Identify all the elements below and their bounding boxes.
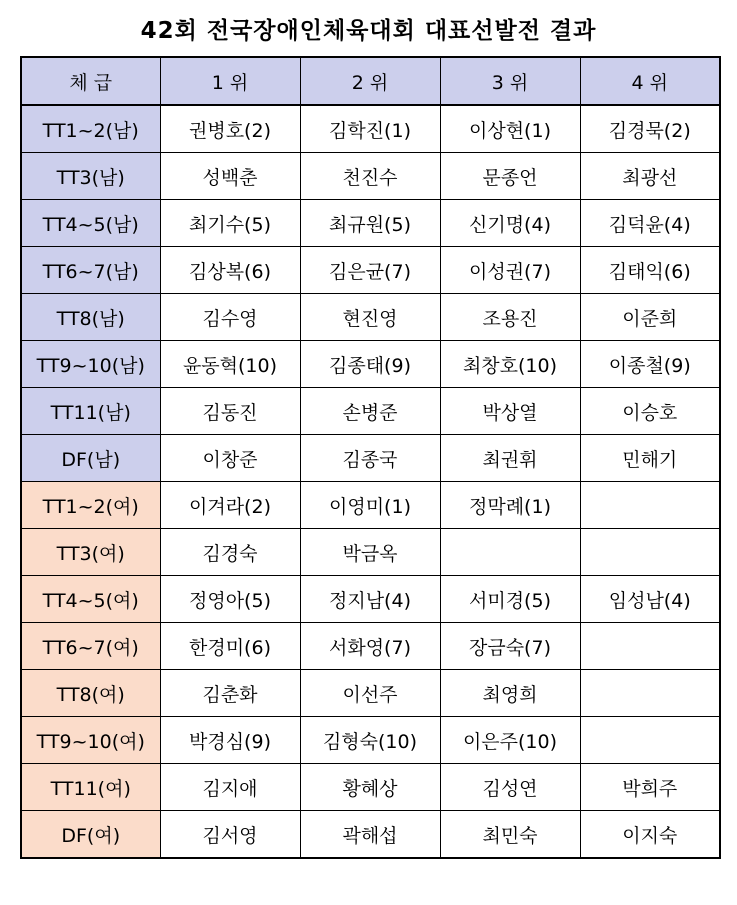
class-cell: TT3(여) (21, 529, 160, 576)
rank-2-cell: 서화영(7) (300, 623, 440, 670)
rank-1-cell: 김지애 (160, 764, 300, 811)
rank-1-cell: 윤동혁(10) (160, 341, 300, 388)
rank-2-cell: 김학진(1) (300, 105, 440, 153)
rank-3-cell: 박상열 (440, 388, 580, 435)
rank-2-cell: 현진영 (300, 294, 440, 341)
rank-1-cell: 김동진 (160, 388, 300, 435)
rank-4-cell: 최광선 (580, 153, 720, 200)
table-row (21, 764, 720, 811)
rank-3-cell: 조용진 (440, 294, 580, 341)
rank-4-cell: 민해기 (580, 435, 720, 482)
class-cell: TT4~5(여) (21, 576, 160, 623)
rank-1-cell: 김수영 (160, 294, 300, 341)
rank-3-cell: 장금숙(7) (440, 623, 580, 670)
table-row (21, 670, 720, 717)
table-row (21, 717, 720, 764)
header-row (21, 57, 720, 105)
rank-4-cell (580, 529, 720, 576)
table-row (21, 294, 720, 341)
rank-4-cell: 이승호 (580, 388, 720, 435)
rank-3-cell: 신기명(4) (440, 200, 580, 247)
rank-4-cell: 김태익(6) (580, 247, 720, 294)
table-row (21, 811, 720, 859)
rank-4-cell: 김덕윤(4) (580, 200, 720, 247)
rank-2-cell: 박금옥 (300, 529, 440, 576)
header-rank-2: 2 위 (300, 57, 440, 105)
rank-3-cell: 최민숙 (440, 811, 580, 859)
page-title: 42회 전국장애인체육대회 대표선발전 결과 (140, 18, 597, 44)
rank-2-cell: 이영미(1) (300, 482, 440, 529)
rank-2-cell: 최규원(5) (300, 200, 440, 247)
rank-3-cell: 문종언 (440, 153, 580, 200)
rank-4-cell: 임성남(4) (580, 576, 720, 623)
class-cell: DF(남) (21, 435, 160, 482)
rank-1-cell: 최기수(5) (160, 200, 300, 247)
rank-1-cell: 성백춘 (160, 153, 300, 200)
rank-1-cell: 김서영 (160, 811, 300, 859)
rank-2-cell: 김형숙(10) (300, 717, 440, 764)
rank-3-cell (440, 529, 580, 576)
rank-3-cell: 김성연 (440, 764, 580, 811)
rank-3-cell: 정막례(1) (440, 482, 580, 529)
table-row (21, 200, 720, 247)
header-class: 체 급 (21, 57, 160, 105)
class-cell: TT11(여) (21, 764, 160, 811)
table-row (21, 153, 720, 200)
class-cell: TT9~10(여) (21, 717, 160, 764)
header-rank-3: 3 위 (440, 57, 580, 105)
rank-3-cell: 최영희 (440, 670, 580, 717)
rank-2-cell: 이선주 (300, 670, 440, 717)
class-cell: TT11(남) (21, 388, 160, 435)
rank-1-cell: 김경숙 (160, 529, 300, 576)
rank-2-cell: 황혜상 (300, 764, 440, 811)
rank-4-cell: 이준희 (580, 294, 720, 341)
rank-3-cell: 최권휘 (440, 435, 580, 482)
table-row (21, 529, 720, 576)
rank-1-cell: 김상복(6) (160, 247, 300, 294)
rank-4-cell: 김경묵(2) (580, 105, 720, 153)
class-cell: TT8(여) (21, 670, 160, 717)
header-rank-1: 1 위 (160, 57, 300, 105)
class-cell: DF(여) (21, 811, 160, 859)
rank-1-cell: 김춘화 (160, 670, 300, 717)
rank-4-cell: 박희주 (580, 764, 720, 811)
rank-2-cell: 김은균(7) (300, 247, 440, 294)
header-rank-4: 4 위 (580, 57, 720, 105)
rank-4-cell: 이지숙 (580, 811, 720, 859)
rank-2-cell: 곽해섭 (300, 811, 440, 859)
rank-4-cell (580, 670, 720, 717)
class-cell: TT8(남) (21, 294, 160, 341)
rank-4-cell (580, 717, 720, 764)
table-row (21, 247, 720, 294)
table-row (21, 105, 720, 153)
rank-2-cell: 김종태(9) (300, 341, 440, 388)
table-row (21, 388, 720, 435)
rank-3-cell: 최창호(10) (440, 341, 580, 388)
class-cell: TT1~2(남) (21, 105, 160, 153)
class-cell: TT9~10(남) (21, 341, 160, 388)
rank-1-cell: 한경미(6) (160, 623, 300, 670)
results-table (20, 56, 721, 859)
class-cell: TT4~5(남) (21, 200, 160, 247)
class-cell: TT1~2(여) (21, 482, 160, 529)
rank-4-cell: 이종철(9) (580, 341, 720, 388)
rank-1-cell: 이겨라(2) (160, 482, 300, 529)
rank-2-cell: 손병준 (300, 388, 440, 435)
rank-3-cell: 이상현(1) (440, 105, 580, 153)
class-cell: TT3(남) (21, 153, 160, 200)
table-row (21, 576, 720, 623)
rank-3-cell: 서미경(5) (440, 576, 580, 623)
rank-3-cell: 이은주(10) (440, 717, 580, 764)
table-row (21, 482, 720, 529)
table-row (21, 435, 720, 482)
rank-2-cell: 천진수 (300, 153, 440, 200)
class-cell: TT6~7(남) (21, 247, 160, 294)
class-cell: TT6~7(여) (21, 623, 160, 670)
rank-2-cell: 김종국 (300, 435, 440, 482)
rank-2-cell: 정지남(4) (300, 576, 440, 623)
rank-4-cell (580, 482, 720, 529)
table-row (21, 623, 720, 670)
rank-1-cell: 박경심(9) (160, 717, 300, 764)
rank-1-cell: 이창준 (160, 435, 300, 482)
rank-4-cell (580, 623, 720, 670)
rank-1-cell: 정영아(5) (160, 576, 300, 623)
rank-3-cell: 이성권(7) (440, 247, 580, 294)
table-row (21, 341, 720, 388)
rank-1-cell: 권병호(2) (160, 105, 300, 153)
